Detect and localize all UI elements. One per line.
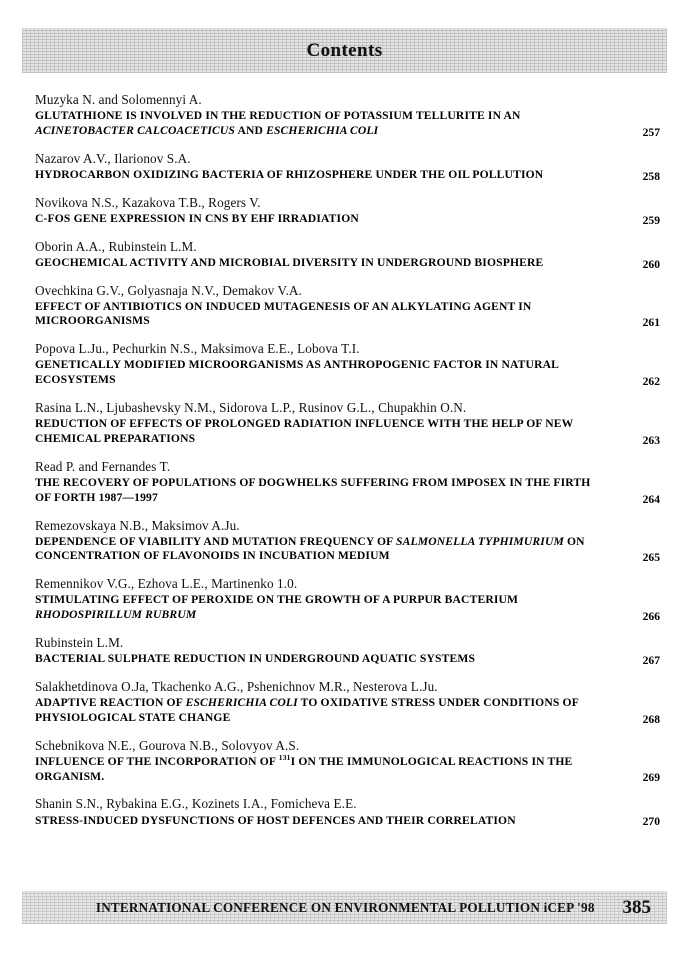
entry-page-number: 263	[642, 433, 660, 447]
entry-body	[35, 518, 595, 565]
entry-title: BACTERIAL SULPHATE REDUCTION IN UNDERGROUND AQUATIC SYSTEMS	[35, 652, 476, 666]
entry-page-number: 261	[642, 316, 660, 330]
entry-authors: Read P. and Fernandes T.	[35, 458, 171, 474]
entry-page-number: 262	[642, 375, 660, 389]
entry-page-number: 270	[642, 815, 660, 829]
entry-authors: Shanin S.N., Rybakina E.G., Kozinets I.A., Fomicheva E.E.	[35, 796, 357, 812]
entry-body	[35, 195, 595, 227]
contents-entry[interactable]	[35, 239, 660, 271]
entry-page-number: 267	[642, 653, 660, 667]
entry-authors: Nazarov A.V., Ilarionov S.A.	[35, 150, 191, 166]
entry-body	[35, 239, 595, 271]
contents-entry[interactable]	[35, 679, 660, 726]
entry-body	[35, 679, 595, 726]
entry-title: STRESS-INDUCED DYSFUNCTIONS OF HOST DEFENCES AND THEIR CORRELATION	[35, 813, 516, 827]
contents-entry[interactable]	[35, 400, 660, 447]
entry-title: DEPENDENCE OF VIABILITY AND MUTATION FREQUENCY OF SALMONELLA TYPHIMURIUM ON CONCENTRATION OF FLAVONOIDS IN INCUBATION MEDIUM	[35, 534, 585, 563]
entry-body	[35, 635, 595, 667]
entry-title: GENETICALLY MODIFIED MICROORGANISMS AS ANTHROPOGENIC FACTOR IN NATURAL ECOSYSTEMS	[35, 358, 559, 387]
contents-entry[interactable]	[35, 518, 660, 565]
entry-page-number: 269	[642, 771, 660, 785]
entry-page-number: 264	[642, 492, 660, 506]
entry-authors: Novikova N.S., Kazakova T.B., Rogers V.	[35, 194, 261, 210]
contents-entry[interactable]	[35, 738, 660, 785]
entry-title: GLUTATHIONE IS INVOLVED IN THE REDUCTION OF POTASSIUM TELLURITE IN AN ACINETOBACTER CALCOACETICUS AND ESCHERICHIA COLI	[35, 109, 521, 137]
entry-page-number: 258	[642, 169, 660, 183]
entry-page-number: 260	[642, 257, 660, 271]
contents-list	[35, 92, 660, 840]
entry-title: HYDROCARBON OXIDIZING BACTERIA OF RHIZOSPHERE UNDER THE OIL POLLUTION	[35, 167, 544, 181]
footer-page-number: 385	[622, 896, 651, 918]
entry-title: STIMULATING EFFECT OF PEROXIDE ON THE GROWTH OF A PURPUR BACTERIUM RHODOSPIRILLUM RUBRUM	[35, 593, 519, 622]
entry-title: EFFECT OF ANTIBIOTICS ON INDUCED MUTAGENESIS OF AN ALKYLATING AGENT IN MICROORGANISMS	[35, 299, 532, 328]
entry-body	[35, 576, 595, 623]
entry-body	[35, 92, 595, 139]
page-header-band	[22, 28, 667, 73]
entry-body	[35, 738, 595, 785]
entry-authors: Muzyka N. and Solomennyi A.	[35, 92, 202, 107]
entry-authors: Rasina L.N., Ljubashevsky N.M., Sidorova L.P., Rusinov G.L., Chupakhin O.N.	[35, 400, 467, 416]
entry-title: GEOCHEMICAL ACTIVITY AND MICROBIAL DIVERSITY IN UNDERGROUND BIOSPHERE	[35, 255, 544, 269]
entry-title: C-FOS GENE EXPRESSION IN CNS BY EHF IRRADIATION	[35, 211, 359, 225]
contents-entry[interactable]	[35, 341, 660, 388]
entry-authors: Oborin A.A., Rubinstein L.M.	[35, 238, 197, 254]
footer-conference-name: INTERNATIONAL CONFERENCE ON ENVIRONMENTAL POLLUTION iCEP '98	[95, 899, 595, 915]
contents-entry[interactable]	[35, 195, 660, 227]
entry-authors: Remennikov V.G., Ezhova L.E., Martinenko 1.0.	[35, 576, 298, 592]
entry-authors: Ovechkina G.V., Golyasnaja N.V., Demakov V.A.	[35, 282, 302, 298]
entry-page-number: 266	[642, 610, 660, 624]
contents-entry[interactable]	[35, 459, 660, 506]
entry-title: THE RECOVERY OF POPULATIONS OF DOGWHELKS SUFFERING FROM IMPOSEX IN THE FIRTH OF FORTH 1987—1997	[35, 475, 591, 504]
entry-body	[35, 459, 595, 506]
contents-entry[interactable]	[35, 635, 660, 667]
page-title: Contents	[306, 39, 383, 61]
entry-authors: Remezovskaya N.B., Maksimov A.Ju.	[35, 517, 240, 533]
contents-entry[interactable]	[35, 576, 660, 623]
entry-body	[35, 341, 595, 388]
entry-page-number: 259	[642, 213, 660, 227]
entry-title: INFLUENCE OF THE INCORPORATION OF $^{131}$I ON THE IMMUNOLOGICAL REACTIONS IN THE ORGANISM.	[35, 752, 573, 783]
entry-body	[35, 796, 595, 828]
entry-authors: Schebnikova N.E., Gourova N.B., Solovyov A.S.	[35, 737, 300, 753]
entry-authors: Salakhetdinova O.Ja, Tkachenko A.G., Pshenichnov M.R., Nesterova L.Ju.	[35, 678, 438, 694]
entry-page-number: 257	[642, 125, 660, 139]
entry-title: ADAPTIVE REACTION OF ESCHERICHIA COLI TO OXIDATIVE STRESS UNDER CONDITIONS OF PHYSIOLOGICAL STATE CHANGE	[35, 696, 579, 724]
contents-entry[interactable]	[35, 796, 660, 828]
entry-body	[35, 283, 595, 330]
contents-entry[interactable]	[35, 151, 660, 183]
contents-entry[interactable]	[35, 92, 660, 139]
entry-page-number: 265	[642, 551, 660, 565]
entry-body	[35, 400, 595, 447]
entry-authors: Popova L.Ju., Pechurkin N.S., Maksimova E.E., Lobova T.I.	[35, 341, 360, 357]
entry-body	[35, 151, 595, 183]
contents-entry[interactable]	[35, 283, 660, 330]
entry-title: REDUCTION OF EFFECTS OF PROLONGED RADIATION INFLUENCE WITH THE HELP OF NEW CHEMICAL PREPARATIONS	[35, 417, 574, 445]
page-footer-band	[22, 891, 667, 924]
entry-authors: Rubinstein L.M.	[35, 635, 124, 651]
entry-page-number: 268	[642, 712, 660, 726]
